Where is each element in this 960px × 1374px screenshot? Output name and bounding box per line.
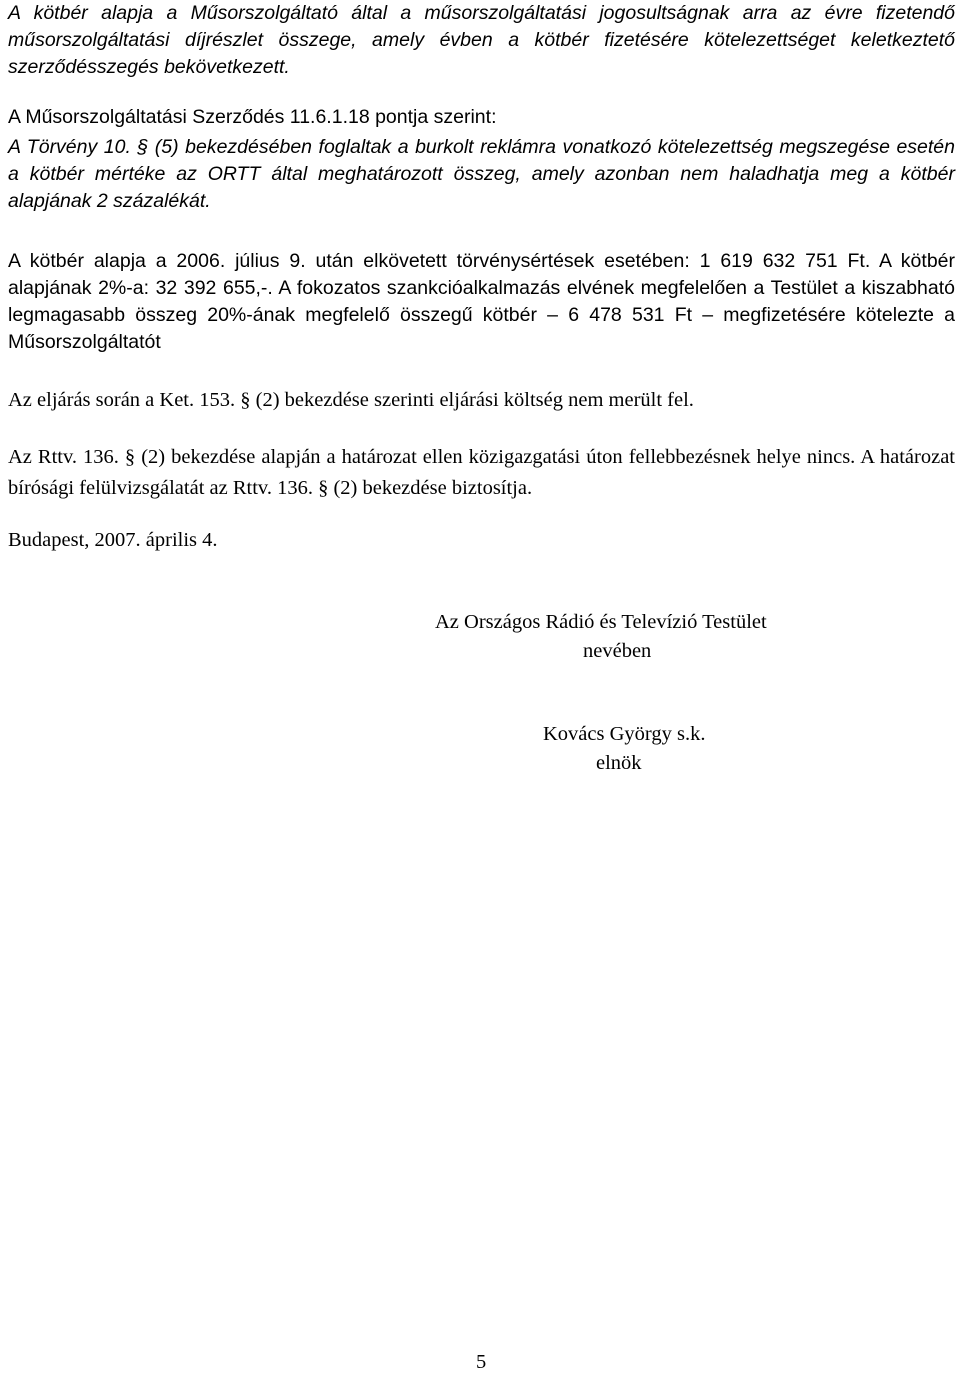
date-line: Budapest, 2007. április 4. [8, 529, 218, 551]
paragraph-procedure-cost: Az eljárás során a Ket. 153. § (2) bekezdése szerinti eljárási költség nem merült fel. [8, 389, 694, 411]
signature-org: Az Országos Rádió és Televízió Testület [435, 611, 767, 633]
signature-on-behalf: nevében [583, 640, 652, 662]
paragraph-appeal: Az Rttv. 136. § (2) bekezdése alapján a határozat ellen közigazgatási úton fellebbezésnek helye nincs. A határozat bírósági felülvizsgálatát az Rttv. 136. § (2) bekezdése biztosítja. [8, 446, 955, 499]
paragraph-law-quote: A Törvény 10. § (5) bekezdésében foglaltak a burkolt reklámra vonatkozó kötelezettség megszegése esetén a kötbér mértéke az ORTT által meghatározott összeg, amely azonban nem haladhatja meg a kötbér alapjának 2 százalékát. [8, 136, 955, 212]
paragraph-kotber-calculation: A kötbér alapja a 2006. július 9. után elkövetett törvénysértések esetében: 1 619 632 751 Ft. A kötbér alapjának 2%-a: 32 392 655,-. A fokozatos szankcióalkalmazás elvének megfelelően a Testület a kiszabható legmagasabb összeg 20%-ának megfelelő összegű kötbér – 6 478 531 Ft – megfizetésére kötelezte a Műsorszolgáltatót [8, 250, 955, 353]
signature-title: elnök [596, 752, 642, 774]
page-number: 5 [476, 1351, 487, 1373]
paragraph-contract-reference: A Műsorszolgáltatási Szerződés 11.6.1.18 pontja szerint: [8, 106, 497, 128]
paragraph-kotber-basis: A kötbér alapja a Műsorszolgáltató által a műsorszolgáltatási jogosultságnak arra az évre fizetendő műsorszolgáltatási díjrészlet összege, amely évben a kötbér fizetésére kötelezettséget keletkeztető szerződésszegés bekövetkezett. [8, 2, 955, 78]
signature-name: Kovács György s.k. [543, 723, 706, 745]
